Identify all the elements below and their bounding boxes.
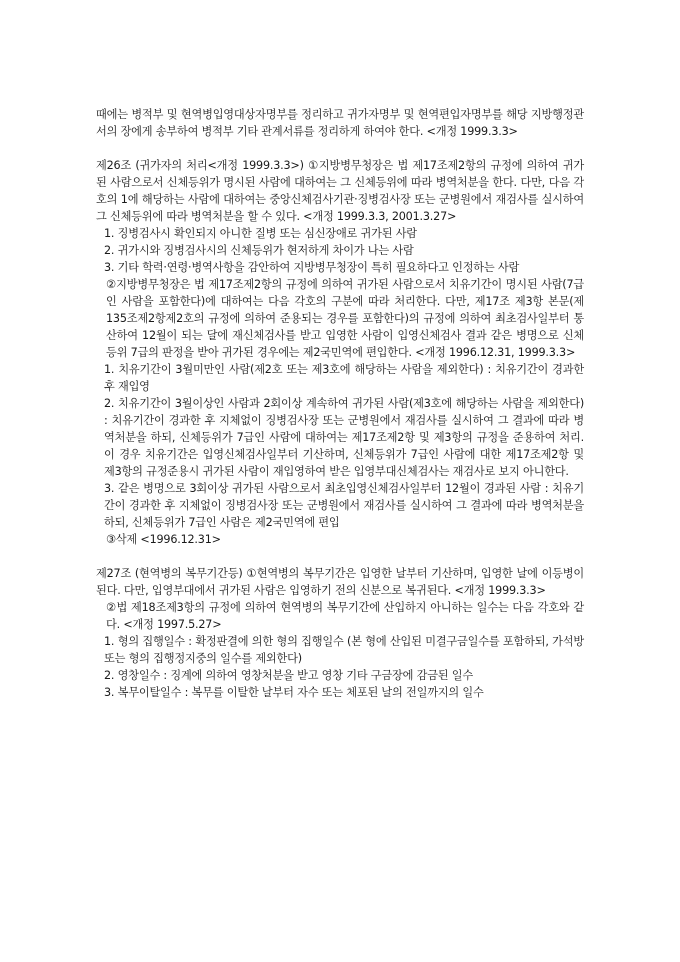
article-27-item-1: 1. 형의 집행일수 : 확정판결에 의한 형의 집행일수 (본 형에 산입된 미결구금일수를 포함하되, 가석방 또는 형의 집행정지중의 일수를 제외한다) xyxy=(104,635,584,665)
article-26-subitem-3: 3. 같은 병명으로 3회이상 귀가된 사람으로서 최초입영신체검사일부터 12월이 경과된 사람 : 치유기간이 경과한 후 지체없이 징병검사장 또는 군병원에서 재검사를 실시하여 그 결과에 따라 병역처분을 하되, 신체등위가 7급인 사람은 제2국민역에 편입 xyxy=(104,482,584,529)
article-26-paragraph-1: 제26조 (귀가자의 처리<개정 1999.3.3>) ①지방병무청장은 법 제17조제2항의 규정에 의하여 귀가된 사람으로서 신체등위가 명시된 사람에 대하여는 그 신체등위에 따라 병역처분을 한다. 다만, 다음 각호의 1에 해당하는 사람에 대하여는 중앙신체검사기관·징병검사장 또는 군병원에서 재검사를 실시하여 그 신체등위에 따라 병역처분을 할 수 있다. <개정 1999.3.3, 2001.3.27> xyxy=(96,159,584,223)
article-26-item-2: 2. 귀가시와 징병검사시의 신체등위가 현저하게 차이가 나는 사람 xyxy=(104,244,414,257)
article-27-item-2: 2. 영창일수 : 징계에 의하여 영창처분을 받고 영창 기타 구금장에 감금된 일수 xyxy=(104,669,473,682)
article-26-subitem-1: 1. 치유기간이 3월미만인 사람(제2호 또는 제3호에 해당하는 사람을 제외한다) : 치유기간이 경과한 후 재입영 xyxy=(104,363,584,393)
article-27-paragraph-2: ②법 제18조제3항의 규정에 의하여 현역병의 복무기간에 산입하지 아니하는 일수는 다음 각호와 같다. <개정 1997.5.27> xyxy=(106,601,584,631)
paragraph-spacer xyxy=(96,548,584,565)
article-26-paragraph-2: ②지방병무청장은 법 제17조제2항의 규정에 의하여 귀가된 사람으로서 치유기간이 명시된 사람(7급인 사람을 포함한다)에 대하여는 다음 각호의 구분에 따라 처리한다. 다만, 제17조 제3항 본문(제135조제2항제2호의 규정에 의하여 준용되는 경우를 포함한다)의 규정에 의하여 최초검사일부터 통산하여 12월이 되는 달에 재신체검사를 받고 입영한 사람이 입영신체검사 결과 같은 병명으로 신체등위 7급의 판정을 받아 귀가된 경우에는 제2국민역에 편입한다. <개정 1996.12.31, 1999.3.3> xyxy=(106,278,584,359)
article-26-item-3: 3. 기타 학력·연령·병역사항을 감안하여 지방병무청장이 특히 필요하다고 인정하는 사람 xyxy=(104,261,520,274)
intro-paragraph: 때에는 병적부 및 현역병입영대상자명부를 정리하고 귀가자명부 및 현역편입자명부를 해당 지방행정관서의 장에게 송부하여 병적부 기타 관계서류를 정리하게 하여야 한다. <개정 1999.3.3> xyxy=(96,108,584,138)
paragraph-spacer xyxy=(96,140,584,157)
article-27-paragraph-1: 제27조 (현역병의 복무기간등) ①현역병의 복무기간은 입영한 날부터 기산하며, 입영한 날에 이등병이 된다. 다만, 입영부대에서 귀가된 사람은 입영하기 전의 신분으로 복귀된다. <개정 1999.3.3> xyxy=(96,567,584,597)
article-26 xyxy=(96,157,584,548)
article-27 xyxy=(96,565,584,701)
article-26-paragraph-3: ③삭제 <1996.12.31> xyxy=(106,533,221,546)
article-26-subitem-2: 2. 치유기간이 3월이상인 사람과 2회이상 계속하여 귀가된 사람(제3호에 해당하는 사람을 제외한다) : 치유기간이 경과한 후 지체없이 징병검사장 또는 군병원에서 재검사를 실시하여 그 결과에 따라 병역처분을 하되, 신체등위가 7급인 사람에 대하여는 제17조제2항 및 제3항의 규정을 준용하여 처리. 이 경우 치유기간은 입영신체검사일부터 기산하며, 신체등위가 7급인 사람에 대한 제17조제2항 및 제3항의 규정준용시 귀가된 사람이 재입영하여 받은 입영부대신체검사는 재검사로 보지 아니한다. xyxy=(104,397,584,478)
article-27-item-3: 3. 복무이탈일수 : 복무를 이탈한 날부터 자수 또는 체포된 날의 전일까지의 일수 xyxy=(104,686,484,699)
article-26-item-1: 1. 징병검사시 확인되지 아니한 질병 또는 심신장애로 귀가된 사람 xyxy=(104,227,417,240)
document-body xyxy=(96,106,584,701)
